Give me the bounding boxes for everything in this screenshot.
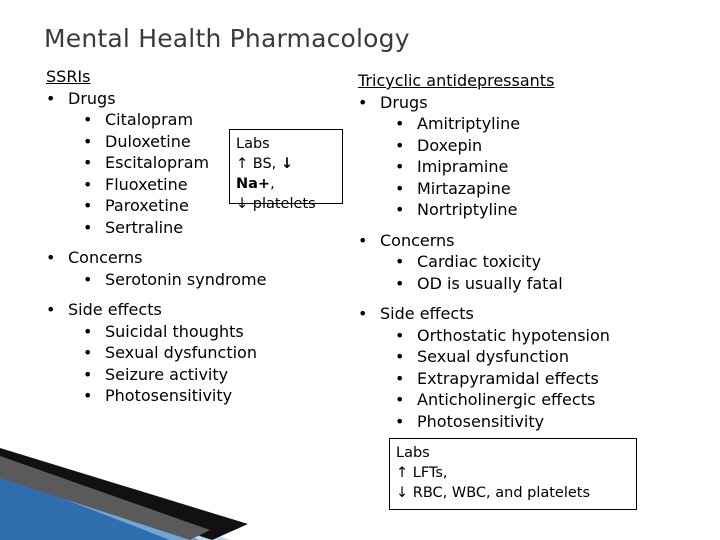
tca-column [358,70,698,432]
section-label: Side effects [380,304,474,323]
labs-sodium: Na+ [236,176,271,192]
list-item: • Serotonin syndrome [68,269,346,291]
labs-line-1-prefix: ↑ BS, [236,156,281,172]
list-item: • Cardiac toxicity [380,251,698,273]
list-item: • Nortriptyline [380,199,698,221]
list-item: • Mirtazapine [380,178,698,200]
labs-title: Labs [236,136,270,152]
ssri-section-side-effects [46,299,346,407]
list-item: • Suicidal thoughts [68,321,346,343]
list-item: • Extrapyramidal effects [380,368,698,390]
ssri-labs-box [229,129,343,212]
list-item: • Amitriptyline [380,113,698,135]
labs-line-2: ↓ RBC, WBC, and platelets [396,485,591,501]
ssri-concern-list [68,269,346,291]
slide-title: Mental Health Pharmacology [44,24,410,53]
tca-labs-box [389,438,637,510]
labs-line-2: ↓ platelets [236,196,316,212]
down-arrow-glyph: ↓ [280,156,294,172]
tca-section-concerns [358,230,698,295]
tca-drug-list [380,113,698,221]
section-label: Side effects [68,300,162,319]
section-label: Concerns [380,230,455,250]
list-item: • Photosensitivity [68,385,346,407]
list-item: • Sexual dysfunction [380,346,698,368]
list-item: • OD is usually fatal [380,273,698,295]
list-item: • Imipramine [380,156,698,178]
labs-line-1-suffix: , [270,176,275,192]
tca-section-side-effects [358,303,698,432]
list-item: • Citalopram [68,109,346,131]
labs-line-1: ↑ LFTs, [396,465,448,481]
section-label: Drugs [68,88,116,108]
list-item: • Seizure activity [68,364,346,386]
tca-heading: Tricyclic antidepressants [358,71,555,90]
list-item: • Sertraline [68,217,346,239]
list-item: • Doxepin [380,135,698,157]
list-item: • Sexual dysfunction [68,342,346,364]
tca-side-effect-list [380,325,698,433]
list-item: • Escitalopram [68,152,346,174]
ssri-heading: SSRIs [46,67,91,86]
ssri-column [46,66,346,407]
tca-sections [358,92,698,433]
ssri-side-effect-list [68,321,346,407]
section-label: Drugs [380,92,428,112]
tca-concern-list [380,251,698,294]
list-item: • Orthostatic hypotension [380,325,698,347]
ssri-section-concerns [46,247,346,290]
labs-title: Labs [396,445,430,461]
section-label: Concerns [68,248,143,267]
labs-line-1 [236,154,336,194]
list-item: • Duloxetine [68,131,346,153]
list-item: • Fluoxetine [68,174,346,196]
list-item: • Anticholinergic effects [380,389,698,411]
list-item: • Paroxetine [68,195,346,217]
tca-section-drugs [358,92,698,221]
list-item: • Photosensitivity [380,411,698,433]
